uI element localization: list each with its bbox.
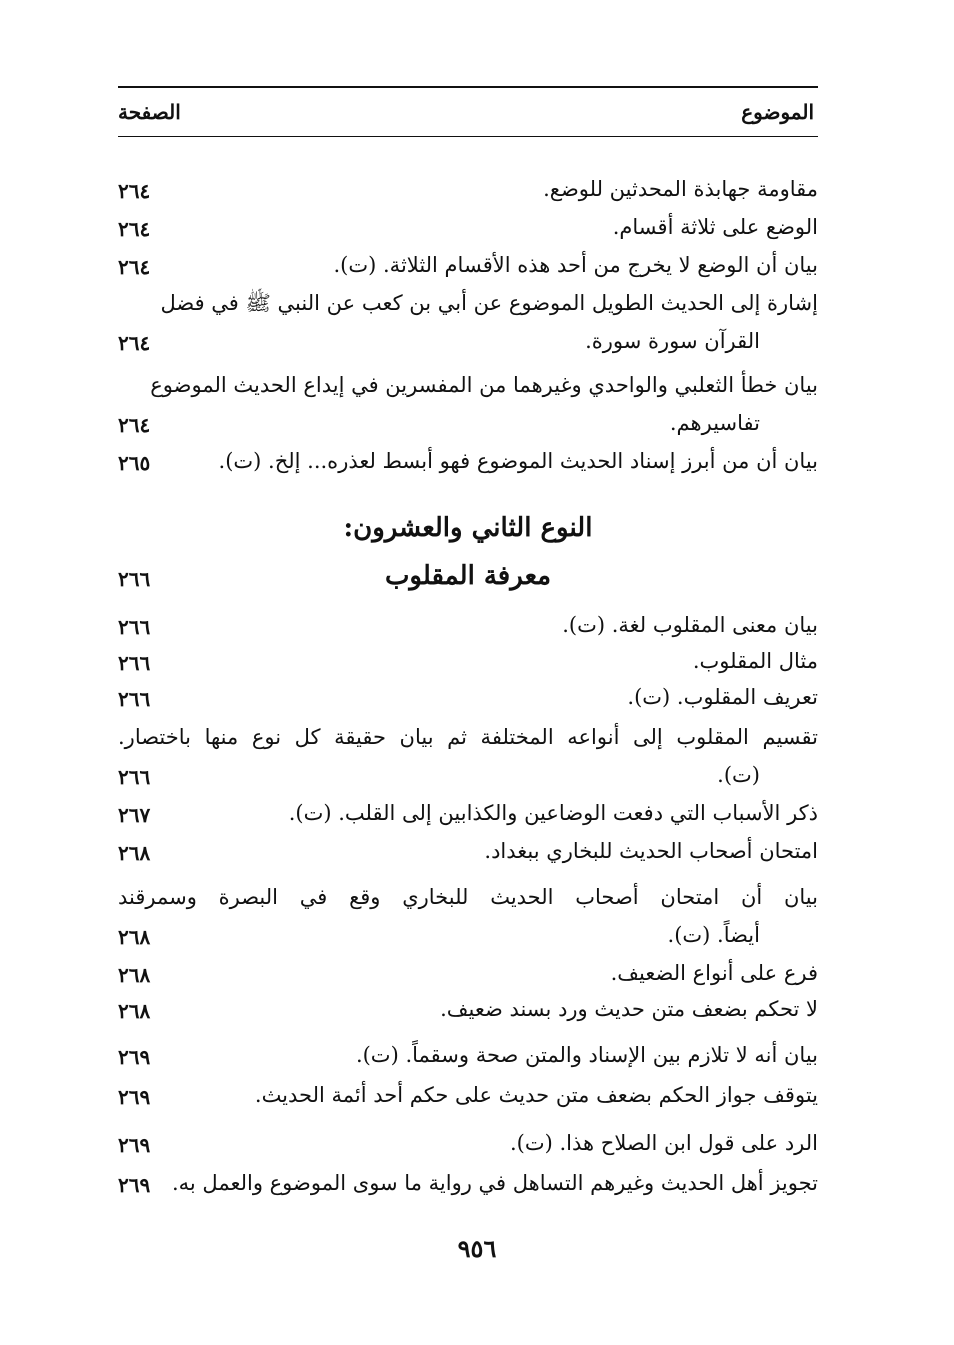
entry-page-number: ٢٦٦: [118, 765, 151, 789]
entry-text: الوضع على ثلاثة أقسام.: [612, 215, 818, 239]
entry-page-number: ٢٦٥: [118, 451, 151, 475]
section-page-number: ٢٦٦: [118, 567, 151, 591]
entry-page-number: ٢٦٤: [118, 217, 151, 241]
entry-page-number: ٢٦٩: [118, 1173, 151, 1197]
column-header: [118, 96, 814, 128]
entry-text: فرع على أنواع الضعيف.: [610, 961, 818, 985]
entry-page-number: ٢٦٧: [118, 803, 151, 827]
entry-text-continuation: (ت).: [717, 763, 760, 787]
entry-text: بيان أن الوضع لا يخرج من أحد هذه الأقسام الثلاثة. (ت).: [333, 253, 818, 277]
entry-text: مثال المقلوب.: [692, 649, 818, 673]
entry-page-number: ٢٦٩: [118, 1045, 151, 1069]
entry-text: بيان خطأ الثعلبي والواحدي وغيرهما من المفسرين في إيداع الحديث الموضوع: [150, 373, 818, 397]
entry-page-number: ٢٦٤: [118, 255, 151, 279]
section-subtitle: معرفة المقلوب: [384, 561, 552, 591]
entry-text: بيان أن من أبرز إسناد الحديث الموضوع فهو أبسط لعذره... إلخ. (ت).: [218, 449, 818, 473]
entry-page-number: ٢٦٨: [118, 999, 151, 1023]
entry-page-number: ٢٦٤: [118, 331, 151, 355]
entry-page-number: ٢٦٨: [118, 963, 151, 987]
entry-page-number: ٢٦٤: [118, 179, 151, 203]
entry-text: تعريف المقلوب. (ت).: [627, 685, 818, 709]
entry-page-number: ٢٦٩: [118, 1133, 151, 1157]
page-number: ٩٥٦: [457, 1234, 497, 1263]
entry-text: الرد على قول ابن الصلاح هذا. (ت).: [510, 1131, 818, 1155]
section-title: النوع الثاني والعشرون:: [343, 513, 593, 543]
entry-page-number: ٢٦٩: [118, 1085, 151, 1109]
entry-page-number: ٢٦٤: [118, 413, 151, 437]
header-top-rule: [118, 86, 818, 88]
entry-page-number: ٢٦٦: [118, 615, 151, 639]
entry-text: تقسيم المقلوب إلى أنواعه المختلفة ثم بيان حقيقة كل نوع منها باختصار.: [118, 725, 818, 749]
entry-page-number: ٢٦٨: [118, 841, 151, 865]
entry-text: بيان أنه لا تلازم بين الإسناد والمتن صحة وسقماً. (ت).: [355, 1043, 818, 1067]
entry-text-continuation: القرآن سورة سورة.: [585, 329, 760, 353]
page-column-label: الصفحة: [118, 100, 181, 124]
entry-text: يتوقف جواز الحكم بضعف متن حديث على حكم أحد أئمة الحديث.: [254, 1083, 818, 1107]
entry-page-number: ٢٦٨: [118, 925, 151, 949]
entry-text: لا تحكم بضعف متن حديث ورد بسند ضعيف.: [440, 997, 818, 1021]
topic-column-label: الموضوع: [741, 100, 814, 124]
entry-text-continuation: أيضاً. (ت).: [667, 923, 760, 947]
entry-text: إشارة إلى الحديث الطويل الموضوع عن أبي بن كعب عن النبي ﷺ في فضل: [160, 291, 818, 315]
entry-text: ذكر الأسباب التي دفعت الوضاعين والكذابين إلى القلب. (ت).: [288, 801, 818, 825]
entry-page-number: ٢٦٦: [118, 687, 151, 711]
entry-text: مقاومة جهابذة المحدثين للوضع.: [543, 177, 818, 201]
entry-page-number: ٢٦٦: [118, 651, 151, 675]
entry-text: بيان أن امتحان أصحاب الحديث للبخاري وقع في البصرة وسمرقند: [118, 885, 818, 909]
entry-text: تجويز أهل الحديث وغيرهم التساهل في رواية ما سوى الموضوع والعمل به.: [171, 1171, 818, 1195]
entry-text-continuation: تفاسيرهم.: [669, 411, 760, 435]
entry-text: امتحان أصحاب الحديث للبخاري ببغداد.: [484, 839, 818, 863]
header-bottom-rule: [118, 136, 818, 137]
entry-text: بيان معنى المقلوب لغة. (ت).: [562, 613, 818, 637]
